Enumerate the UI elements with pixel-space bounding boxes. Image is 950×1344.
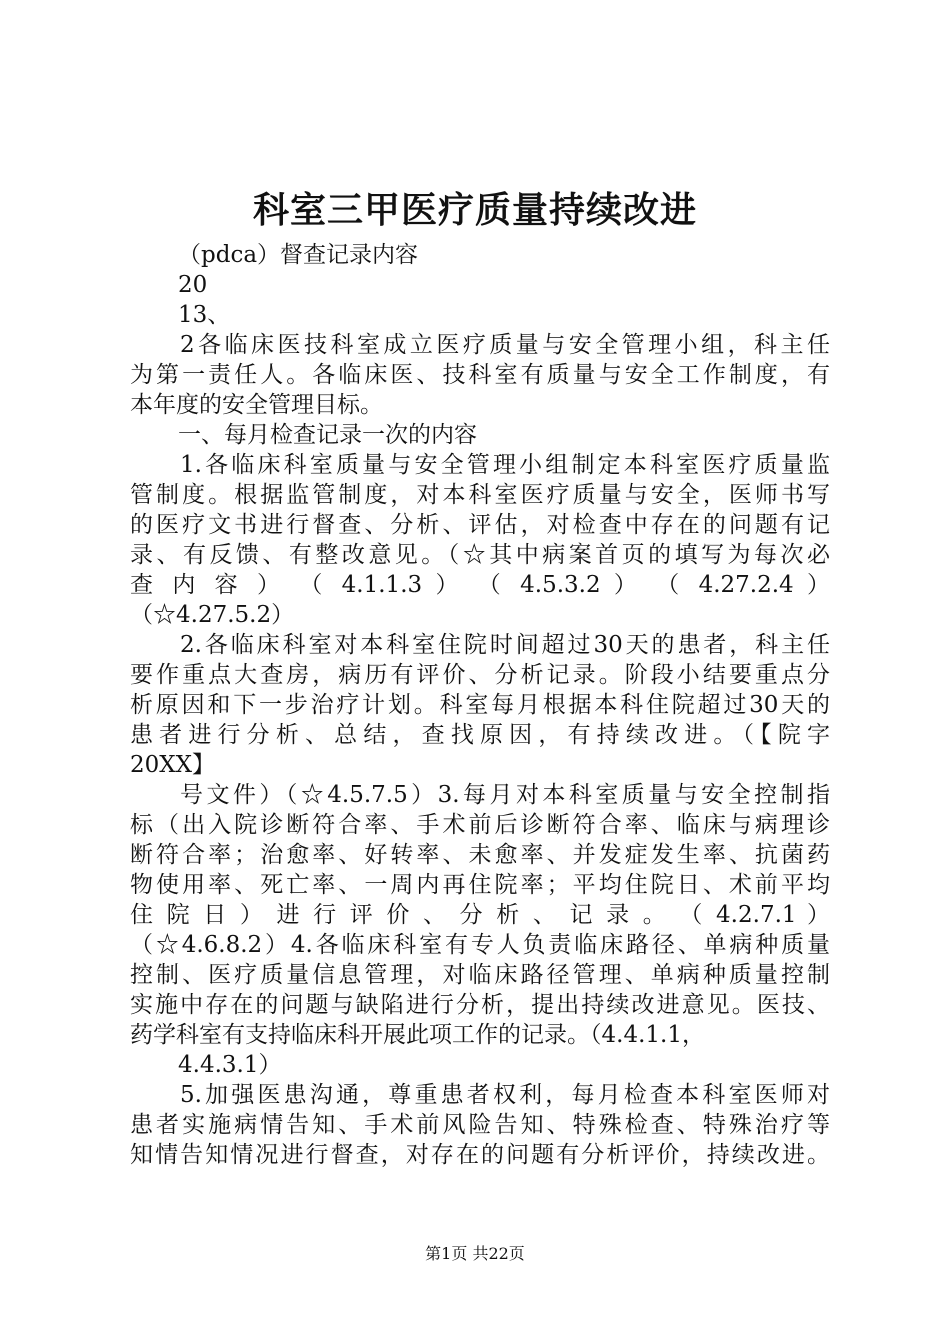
text-line: 13、 [178, 302, 231, 328]
text-line: 20 [178, 272, 208, 298]
text-line: 2.各临床科室对本科室住院时间超过30天的患者，科主任 [180, 632, 830, 658]
text-line: 20XX】 [130, 752, 216, 778]
text-line: 1.各临床科室质量与安全管理小组制定本科室医疗质量监 [180, 452, 830, 478]
document-title: 科室三甲医疗质量持续改进 [252, 189, 697, 231]
text-line: 知情告知情况进行督查，对存在的问题有分析评价，持续改进。 [130, 1142, 830, 1168]
text-line: 断符合率；治愈率、好转率、未愈率、并发症发生率、抗菌药 [130, 842, 830, 868]
document-body [130, 240, 830, 1170]
text-line: （☆4.6.8.2）4.各临床科室有专人负责临床路径、单病种质量 [130, 932, 830, 958]
text-line: （pdca）督查记录内容 [178, 242, 419, 268]
text-line: 4.4.3.1） [178, 1052, 282, 1078]
text-line: 患者实施病情告知、手术前风险告知、特殊检查、特殊治疗等 [130, 1112, 830, 1138]
text-line: 住 院 日 ） 进 行 评 价 、 分 析 、 记 录 。 （ 4.2.7.1 ） [130, 902, 830, 928]
text-line: 录、有反馈、有整改意见。（☆其中病案首页的填写为每次必 [130, 542, 830, 568]
text-line: 查 内 容 ） （ 4.1.1.3 ） （ 4.5.3.2 ） （ 4.27.2.4 ） [130, 572, 830, 598]
section-heading: 一、每月检查记录一次的内容 [178, 422, 477, 448]
text-line: （☆4.27.5.2） [130, 602, 295, 628]
text-line: 本年度的安全管理目标。 [130, 392, 383, 418]
page-number-footer: 第1页 共22页 [425, 1244, 525, 1263]
text-line: 控制、医疗质量信息管理，对临床路径管理、单病种质量控制 [130, 962, 830, 988]
text-line: 标（出入院诊断符合率、手术前后诊断符合率、临床与病理诊 [130, 812, 830, 838]
text-line: 号文件）（☆4.5.7.5）3.每月对本科室质量与安全控制指 [180, 782, 830, 808]
text-line: 的医疗文书进行督查、分析、评估，对检查中存在的问题有记 [130, 512, 830, 538]
text-line: 药学科室有支持临床科开展此项工作的记录。（4.4.1.1， [130, 1022, 705, 1048]
text-line: 为第一责任人。各临床医、技科室有质量与安全工作制度，有 [130, 362, 830, 388]
text-line: 析原因和下一步治疗计划。科室每月根据本科住院超过30天的 [130, 692, 830, 718]
text-line: 患者进行分析、总结，查找原因，有持续改进。（【院字 [130, 722, 830, 748]
text-line: 5.加强医患沟通，尊重患者权利，每月检查本科室医师对 [180, 1082, 830, 1108]
text-line: 要作重点大查房，病历有评价、分析记录。阶段小结要重点分 [130, 662, 830, 688]
text-line: 2各临床医技科室成立医疗质量与安全管理小组，科主任 [180, 332, 830, 358]
text-line: 管制度。根据监管制度，对本科室医疗质量与安全，医师书写 [130, 482, 830, 508]
text-line: 实施中存在的问题与缺陷进行分析，提出持续改进意见。医技、 [130, 992, 830, 1018]
text-line: 物使用率、死亡率、一周内再住院率；平均住院日、术前平均 [130, 872, 830, 898]
